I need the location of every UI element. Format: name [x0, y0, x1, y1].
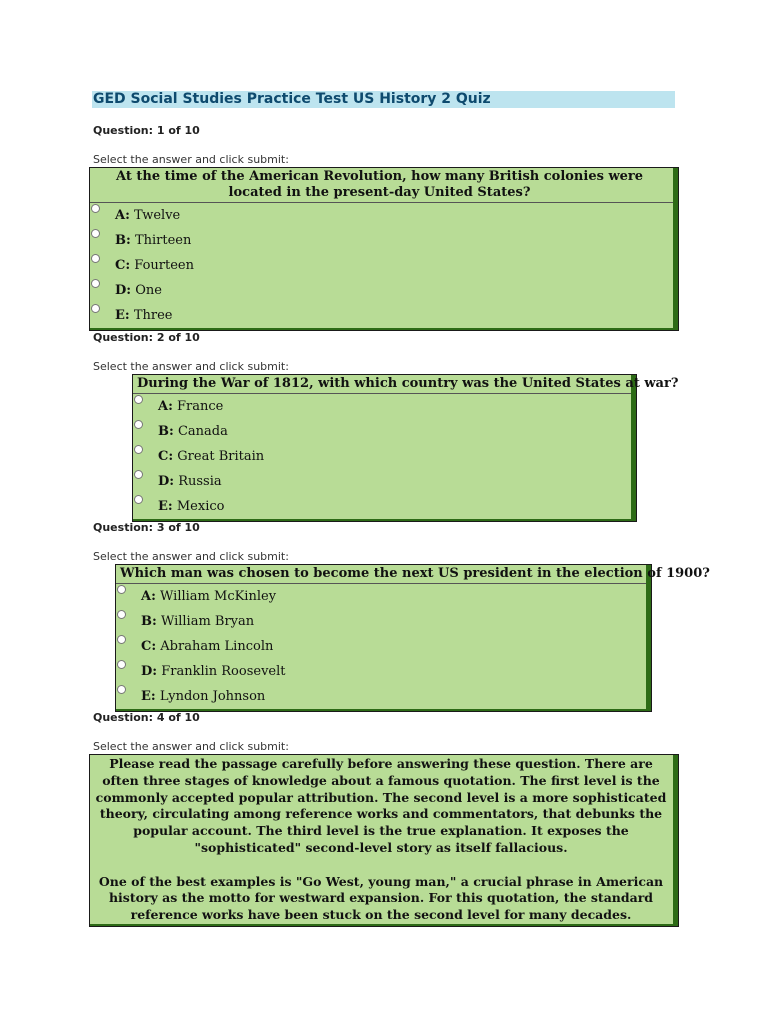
- instruction-text: Select the answer and click submit:: [93, 550, 289, 563]
- option-label: Fourteen: [134, 258, 195, 273]
- option-label: William Bryan: [160, 614, 255, 629]
- page-title: GED Social Studies Practice Test US History 2 Quiz: [92, 91, 675, 108]
- radio-button[interactable]: [134, 470, 143, 479]
- option-label: Russia: [178, 474, 222, 489]
- answer-option[interactable]: [116, 659, 651, 684]
- radio-button[interactable]: [117, 635, 126, 644]
- option-label: One: [135, 283, 162, 298]
- option-letter: A:: [158, 399, 173, 414]
- option-letter: E:: [115, 308, 130, 323]
- answer-option[interactable]: [90, 228, 678, 253]
- instruction-text: Select the answer and click submit:: [93, 360, 289, 373]
- option-label: Great Britain: [177, 449, 265, 464]
- option-letter: E:: [141, 689, 156, 704]
- option-letter: C:: [115, 258, 131, 273]
- reading-passage: [90, 755, 678, 925]
- option-letter: D:: [141, 664, 158, 679]
- option-label: Mexico: [176, 499, 225, 514]
- answer-option[interactable]: [133, 469, 636, 494]
- option-letter: D:: [158, 474, 175, 489]
- radio-button[interactable]: [117, 585, 126, 594]
- option-label: Franklin Roosevelt: [161, 664, 286, 679]
- answer-option[interactable]: [116, 634, 651, 659]
- radio-button[interactable]: [134, 420, 143, 429]
- radio-button[interactable]: [91, 254, 100, 263]
- option-letter: C:: [158, 449, 174, 464]
- passage-box: [89, 754, 679, 927]
- instruction-text: Select the answer and click submit:: [93, 153, 289, 166]
- question-box: [115, 564, 710, 712]
- option-label: Abraham Lincoln: [160, 639, 274, 654]
- answer-option[interactable]: [133, 419, 636, 444]
- answer-option[interactable]: [116, 609, 651, 634]
- radio-button[interactable]: [91, 229, 100, 238]
- option-label: Canada: [177, 424, 228, 439]
- answer-option[interactable]: [116, 684, 651, 709]
- option-letter: B:: [115, 233, 131, 248]
- option-letter: A:: [115, 208, 130, 223]
- question-number: Question: 1 of 10: [93, 124, 200, 137]
- answer-option[interactable]: [90, 303, 678, 328]
- answer-option[interactable]: [90, 203, 678, 228]
- radio-button[interactable]: [91, 279, 100, 288]
- radio-button[interactable]: [134, 395, 143, 404]
- option-letter: C:: [141, 639, 157, 654]
- option-label: Lyndon Johnson: [159, 689, 266, 704]
- answer-option[interactable]: [133, 444, 636, 469]
- question-text: During the War of 1812, with which country was the United States at war?: [133, 375, 631, 394]
- question-number: Question: 3 of 10: [93, 521, 200, 534]
- radio-button[interactable]: [117, 685, 126, 694]
- question-number: Question: 2 of 10: [93, 331, 200, 344]
- instruction-text: Select the answer and click submit:: [93, 740, 289, 753]
- radio-button[interactable]: [117, 660, 126, 669]
- question-box: [89, 167, 679, 331]
- radio-button[interactable]: [134, 495, 143, 504]
- radio-button[interactable]: [117, 610, 126, 619]
- passage-paragraph: One of the best examples is "Go West, young man," a crucial phrase in American history as the motto for westward expansion. For this quotation, the standard reference works have been stuck on the second level for many decades.: [98, 873, 664, 923]
- answer-option[interactable]: [90, 253, 678, 278]
- passage-paragraph: Please read the passage carefully before answering these question. There are often three stages of knowledge about a famous quotation. The first level is the commonly accepted popular attribution. The second level is a more sophisticated theory, circulating among reference works and commentators, that debunks the popular account. The third level is the true explanation. It exposes the "sophisticated" second-level story as itself fallacious.: [95, 756, 667, 855]
- question-text: Which man was chosen to become the next US president in the election of 1900?: [116, 565, 646, 584]
- question-text: At the time of the American Revolution, how many British colonies were located in the present-day United States?: [90, 168, 673, 203]
- option-label: Thirteen: [134, 233, 192, 248]
- question-number: Question: 4 of 10: [93, 711, 200, 724]
- option-label: William McKinley: [160, 589, 277, 604]
- option-label: France: [177, 399, 224, 414]
- radio-button[interactable]: [91, 204, 100, 213]
- answer-option[interactable]: [90, 278, 678, 303]
- option-letter: B:: [158, 424, 174, 439]
- radio-button[interactable]: [134, 445, 143, 454]
- option-label: Three: [133, 308, 173, 323]
- option-label: Twelve: [134, 208, 181, 223]
- option-letter: D:: [115, 283, 132, 298]
- radio-button[interactable]: [91, 304, 100, 313]
- option-letter: E:: [158, 499, 173, 514]
- option-letter: A:: [141, 589, 156, 604]
- answer-option[interactable]: [116, 584, 651, 609]
- answer-option[interactable]: [133, 494, 636, 519]
- answer-option[interactable]: [133, 394, 636, 419]
- question-box: [132, 374, 679, 522]
- option-letter: B:: [141, 614, 157, 629]
